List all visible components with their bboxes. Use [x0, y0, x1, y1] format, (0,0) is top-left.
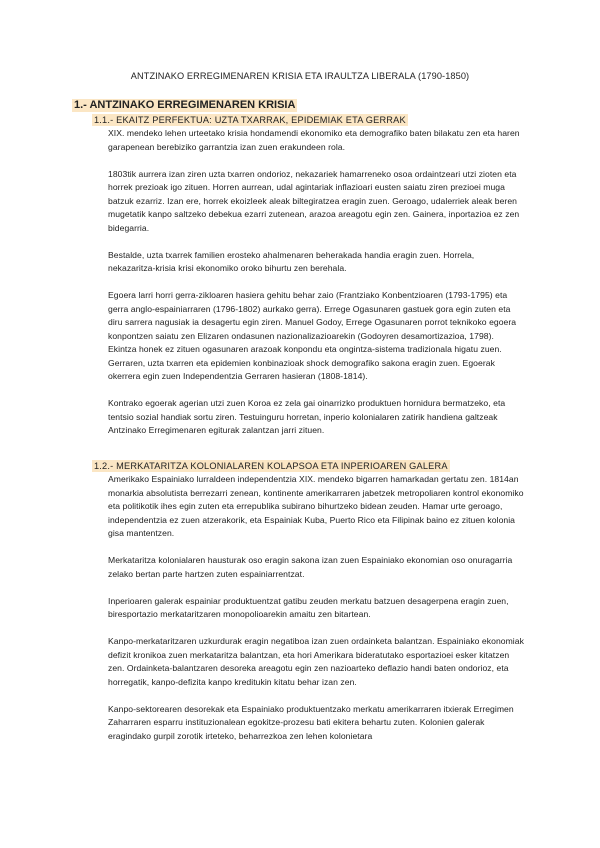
section-heading: 1.- ANTZINAKO ERREGIMENAREN KRISIA — [74, 99, 296, 111]
document-title: ANTZINAKO ERREGIMENAREN KRISIA ETA IRAULTZA LIBERALA (1790-1850) — [130, 71, 470, 81]
paragraph: 1803tik aurrera izan ziren uzta txarren ondorioz, nekazariek hamarrenekо osoa ordaintzeari utzi zioten eta horrek prezioak igo zituen. Horren aurrean, udal agintariak inflazioari eusten saiatu ziren prezioei muga batzuk ezarriz. Izan ere, horrek ekoizleek aleak biltegiratzea eragin zuen. Geroago, udalerriek aleak beren mugetatik kanpo saltzeko debekua ezarri zutenean, arazoa areagotu egin zen. Gainera, inportazioa ez zen bidegarria. — [108, 168, 520, 233]
subsection-heading-1-2: 1.2.- MERKATARITZA KOLONIALAREN KOLAPSOA ETA INPERIOAREN GALERA — [94, 461, 448, 471]
paragraph: XIX. mendeko lehen urteetako krisia hondamendi ekonomiko eta demografiko baten bilakatu zen eta haren garapenean berebiziko garrantzia izan zuen erakundeen rola. — [108, 128, 520, 152]
paragraph: Bestalde, uzta txarrek familien erosteko ahalmenaren beherakada handia eragin zuen. Horrela, nekazaritza-krisia krisi ekonomiko oroko bihurtu zen berehala. — [108, 249, 475, 273]
paragraph: Inperioaren galerak espainiar produktuentzat gatibu zeuden merkatu batzuen desagerpena eragin zuen, biresportazio merkataritzaren monopolioarekin amaitu zen bitartean. — [108, 595, 509, 619]
paragraph: Amerikako Espainiako lurraldeen independentzia XIX. mendeko bigarren hamarkadan gertatu zen. 1814an monarkia absolutista berrezarri zenean, kontinente amerikarraren jabetzek metropoliaren kontrol ekonomiko eta politikotik ihes egin zuten eta errepublika subirano bihurtzeko bidean zeuden. Hamar urte geroago, independentzia ez zuen atzerakorik, eta Espainiak Kuba, Puerto Rico eta Filipinak baino ez zituen kolonia gisa mantentzen. — [108, 474, 524, 538]
subsection-heading-1-1: 1.1.- EKAITZ PERFEKTUA: UZTA TXARRAK, EPIDEMIAK ETA GERRAK — [94, 115, 406, 125]
subsection-body-1-1 — [108, 127, 524, 451]
paragraph: Kanpo-merkataritzaren uzkurdurak eragin negatiboa izan zuen ordainketa balantzan. Espainiako ekonomiak defizit kronikoa zuen merkataritza balantzan, eta hori Amerikara bideratutako esportazioei esker kitatzen zen. Ordainketa-balantzaren desoreka areagotu egin zen nazioarteko deflazio handi baten ondorioz, eta horregatik, kanpo-defizita kanpo kreditukin kitatu behar izan zen. — [108, 636, 524, 687]
paragraph: Kanpo-sektorearen desorekak eta Espainiako produktuentzako merkatu amerikarraren itxierak Erregimen Zaharraren esparru instituzionalean egokitze-prozesu bati ekitera behartu zuten. Kolonien galerak eragindako gurpil zorotik irteteko, beharrezkoa zen lehen kolonietara — [108, 703, 514, 741]
paragraph: Egoera larri horri gerra-zikloaren hasiera gehitu behar zaio (Frantziako Konbentzioaren (1793-1795) eta gerra anglo-espainiarraren (1796-1802) aurkako gerra). Erregе Ogasunaren gastuek gora egin zuten eta diru sarrera nagusiak ia desagertu egin ziren. Manuel Godoy, Errege Ogasunaren porrot teknikoko egoera konpontzen saiatu zen Elizaren ondasunen nazionalizazioarekin (Godoyren desamortizazioa, 1798). Ekintza honek ez zituen ogasunaren arazoak konpondu eta ongintza-sistema tradizionala higatu zuen. Gerraren, uzta txarren eta epidemien konbinazioak shock demografiko sakona eragin zuen. Egoerak okerrera egin zuen Independentzia Gerraren hasieran (1808-1814). — [108, 290, 517, 381]
paragraph: Merkataritza kolonialaren hausturak oso eragin sakona izan zuen Espainiako ekonomian oso onuragarria zelako bertan parte hartzen zuten espainiarrentzat. — [108, 555, 513, 579]
paragraph: Kontrako egoerak agerian utzi zuen Koroa ez zela gai oinarrizko produktuen hornidura bermatzeko, eta tentsio sozial handiak sortu ziren. Testuinguru horretan, inperio kolonialaren zatirik handiena galtzeak Antzinako Erregimenaren egiturak zalantzan jarri zituen. — [108, 398, 506, 435]
subsection-body-1-2 — [108, 473, 524, 757]
